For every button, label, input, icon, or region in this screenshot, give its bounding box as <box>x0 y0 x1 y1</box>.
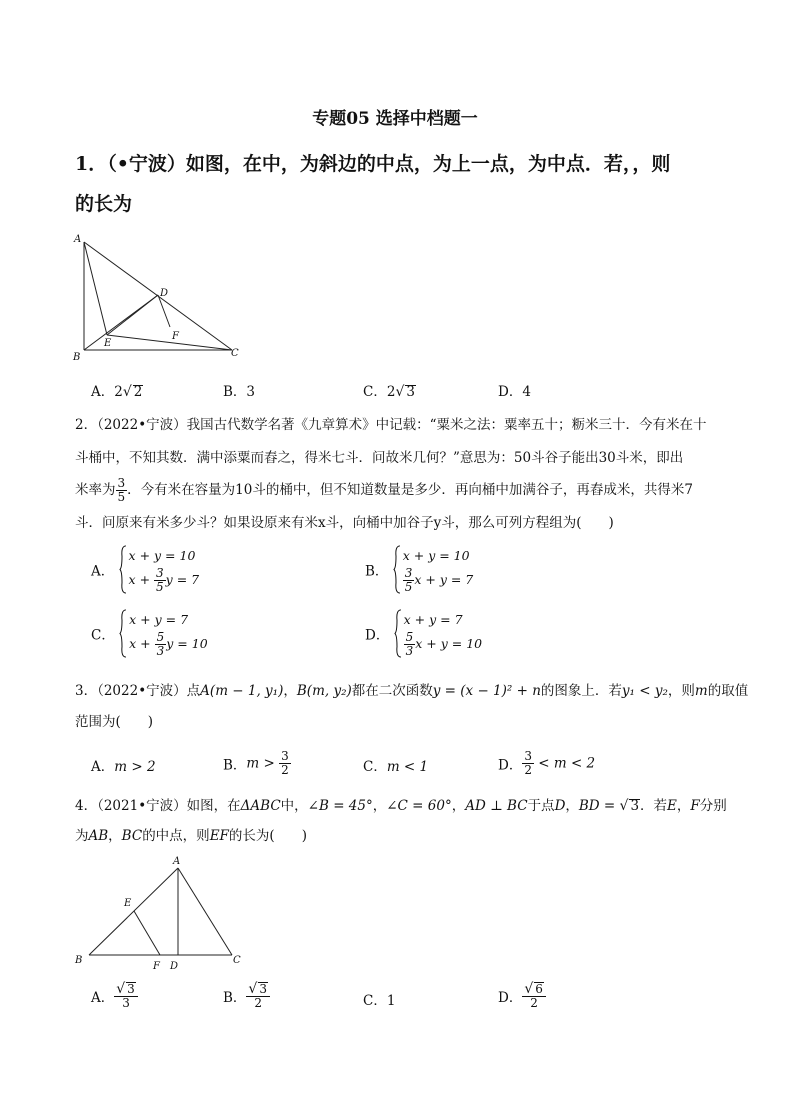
q4-label-B: B <box>75 955 83 966</box>
q2-option-b[interactable]: B． x + y = 10 $\frac{3}{5}$ x + y = 7 <box>365 545 473 594</box>
q4-line1: 4．（2021•宁波）如图，在ΔABC中，∠B = 45°，∠C = 60°，AD ⊥ BC于点D，BD = √ 3．若E，F分别 <box>75 798 727 814</box>
q4-option-c[interactable]: C．1 <box>363 993 396 1009</box>
q3-option-a[interactable]: A．m > 2 <box>91 759 156 775</box>
q4-option-b[interactable]: B． $\frac{√ 3}{2}$ <box>223 982 270 1010</box>
q1-label-A: A <box>74 234 82 245</box>
q2-line3: 米率为 $\frac{3}{5}$ ．今有米在容量为10斗的桶中，但不知道数量是多少．再向桶中加满谷子，再舂成米，共得米7 <box>75 476 693 504</box>
q4-label-D: D <box>170 961 179 972</box>
q4-label-A: A <box>173 856 181 867</box>
q2-option-a[interactable]: A． x + y = 10 x + $\frac{3}{5}$ y = 7 <box>91 545 199 594</box>
q2-line1: 2．（2022•宁波）我国古代数学名著《九章算术》中记载：“粟米之法：粟率五十；粝米三十．今有米在十 <box>75 417 707 433</box>
q4-option-d[interactable]: D． $\frac{√ 6}{2}$ <box>498 982 546 1010</box>
q3-line1: 3．（2022•宁波）点A(m − 1, y₁)，B(m, y₂)都在二次函数y = (x − 1)² + n的图象上．若y₁ < y₂，则m的取值 <box>75 683 749 699</box>
q3-option-b[interactable]: B．m > $\frac{3}{2}$ <box>223 749 289 777</box>
question-3-text <box>75 678 749 735</box>
q4-label-F: F <box>153 961 160 972</box>
q1-label-F: F <box>172 331 179 342</box>
q2-option-d[interactable]: D． x + y = 7 $\frac{5}{3}$ x + y = 10 <box>365 609 482 658</box>
q3-option-d[interactable]: D． $\frac{3}{2}$ < m < 2 <box>498 749 596 777</box>
q1-option-a[interactable]: A．2√ 2 <box>91 384 143 400</box>
q2-fraction: $\frac{3}{5}$ <box>117 476 126 504</box>
q1-label-C: C <box>231 348 239 359</box>
page-title: 专题05 选择中档题一 <box>312 109 478 129</box>
q4-label-C: C <box>233 955 241 966</box>
q3-line2: 范围为( ) <box>75 714 154 730</box>
q1-label-D: D <box>160 288 169 299</box>
q1-option-b[interactable]: B．3 <box>223 384 256 400</box>
q1-label-B: B <box>73 352 81 363</box>
q1-line2: 的长为 <box>75 193 133 215</box>
question-4-text <box>75 793 735 849</box>
q2-line2: 斗桶中，不知其数．满中添粟而舂之，得米七斗．问故米几何？”意思为：50斗谷子能出30斗米，即出 <box>75 450 684 466</box>
q4-label-E: E <box>124 898 132 909</box>
q1-line1: 1．（•宁波）如图，在中，为斜边的中点，为上一点，为中点．若，，则 <box>75 153 671 175</box>
q4-line2: 为AB，BC的中点，则EF的长为( ) <box>75 828 307 844</box>
q4-option-a[interactable]: A． $\frac{√ 3}{3}$ <box>91 982 138 1010</box>
q2-option-c[interactable]: C． x + y = 7 x + $\frac{5}{3}$ y = 10 <box>91 609 208 658</box>
q4-figure <box>70 852 255 977</box>
q1-option-c[interactable]: C．2√ 3 <box>363 384 415 400</box>
question-2-text <box>75 412 735 536</box>
q1-label-E: E <box>104 338 112 349</box>
q1-option-d[interactable]: D．4 <box>498 384 531 400</box>
q3-option-c[interactable]: C．m < 1 <box>363 759 429 775</box>
question-1-text <box>75 144 725 224</box>
q2-line4: 斗．问原来有米多少斗？如果设原来有米x斗，向桶中加谷子y斗，那么可列方程组为( ) <box>75 515 614 531</box>
q1-figure <box>70 232 250 364</box>
